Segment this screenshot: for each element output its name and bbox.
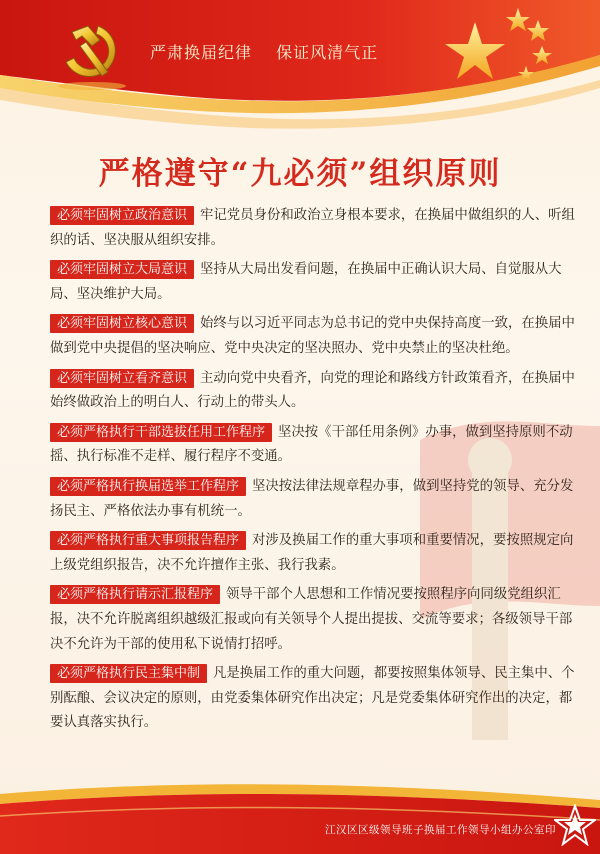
principle-text: 牢记党员身份和政治立身根本要求，在换届中做组织的人、听组织的话、坚决服从组织安排。 — [50, 208, 575, 248]
principle-tag: 必须严格执行换届选举工作程序 — [50, 477, 246, 496]
star-icon — [554, 804, 596, 846]
principles-list — [50, 204, 576, 741]
principle-text: 主动向党中央看齐，向党的理论和路线方针政策看齐，在换届中始终做政治上的明白人、行动上的带头人。 — [50, 370, 575, 411]
principle-tag: 必须严格执行干部选拔任用工作程序 — [50, 423, 272, 442]
principle-text: 凡是换届工作的重大问题，都要按照集体领导、民主集中、个别酝酿、会议决定的原则，由党委集体研究作出决定；凡是党委集体研究作出的决定，都要认真落实执行。 — [50, 666, 575, 731]
principle-item — [50, 662, 576, 736]
principle-item — [50, 258, 576, 307]
principle-item — [50, 421, 576, 470]
principle-tag: 必须严格执行民主集中制 — [50, 664, 207, 683]
slogan-1: 严肃换届纪律 — [150, 43, 253, 62]
page-title: 严格遵守“九必须”组织原则 — [98, 156, 502, 192]
header-slogan — [150, 40, 396, 63]
principle-tag: 必须严格执行重大事项报告程序 — [50, 531, 246, 550]
slogan-2: 保证风清气正 — [276, 43, 379, 62]
principle-text: 始终与以习近平同志为总书记的党中央保持高度一致，在换届中做到党中央提倡的坚决响应、党中央决定的坚决照办、党中央禁止的坚决杜绝。 — [50, 316, 575, 356]
principle-text: 坚持从大局出发看问题，在换届中正确认识大局、自觉服从大局、坚决维护大局。 — [50, 262, 562, 302]
principle-text: 坚决按《干部任用条例》办事，做到坚持原则不动摇、执行标准不走样、履行程序不变通。 — [50, 424, 573, 465]
principle-item — [50, 367, 576, 416]
party-emblem-icon — [52, 18, 132, 90]
principle-tag: 必须牢固树立核心意识 — [50, 314, 194, 333]
principle-item — [50, 529, 576, 578]
principle-text: 领导干部个人思想和工作情况要按照程序向同级党组织汇报，决不允许脱离组织越级汇报或向有关领导个人提出提拔、交流等要求；各级领导干部决不允许为干部的使用私下说情打招呼。 — [50, 587, 573, 652]
footer-banner — [0, 764, 600, 854]
issuer-text: 江汉区区级领导班子换届工作领导小组办公室印 — [325, 824, 556, 836]
principle-tag: 必须牢固树立大局意识 — [50, 260, 194, 279]
stars-icon — [430, 2, 560, 102]
principle-item — [50, 475, 576, 524]
principle-tag: 必须牢固树立看齐意识 — [50, 369, 194, 388]
principle-tag: 必须严格执行请示汇报程序 — [50, 585, 220, 604]
principle-text: 坚决按法律法规章程办事，做到坚持党的领导、充分发扬民主、严格依法办事有机统一。 — [50, 478, 574, 519]
principle-item — [50, 204, 576, 253]
principle-text: 对涉及换届工作的重大事项和重要情况，要按照规定向上级党组织报告，决不允许擅作主张、我行我素。 — [50, 533, 574, 573]
principle-item — [50, 312, 576, 361]
principle-tag: 必须牢固树立政治意识 — [50, 206, 194, 225]
principle-item — [50, 583, 576, 657]
